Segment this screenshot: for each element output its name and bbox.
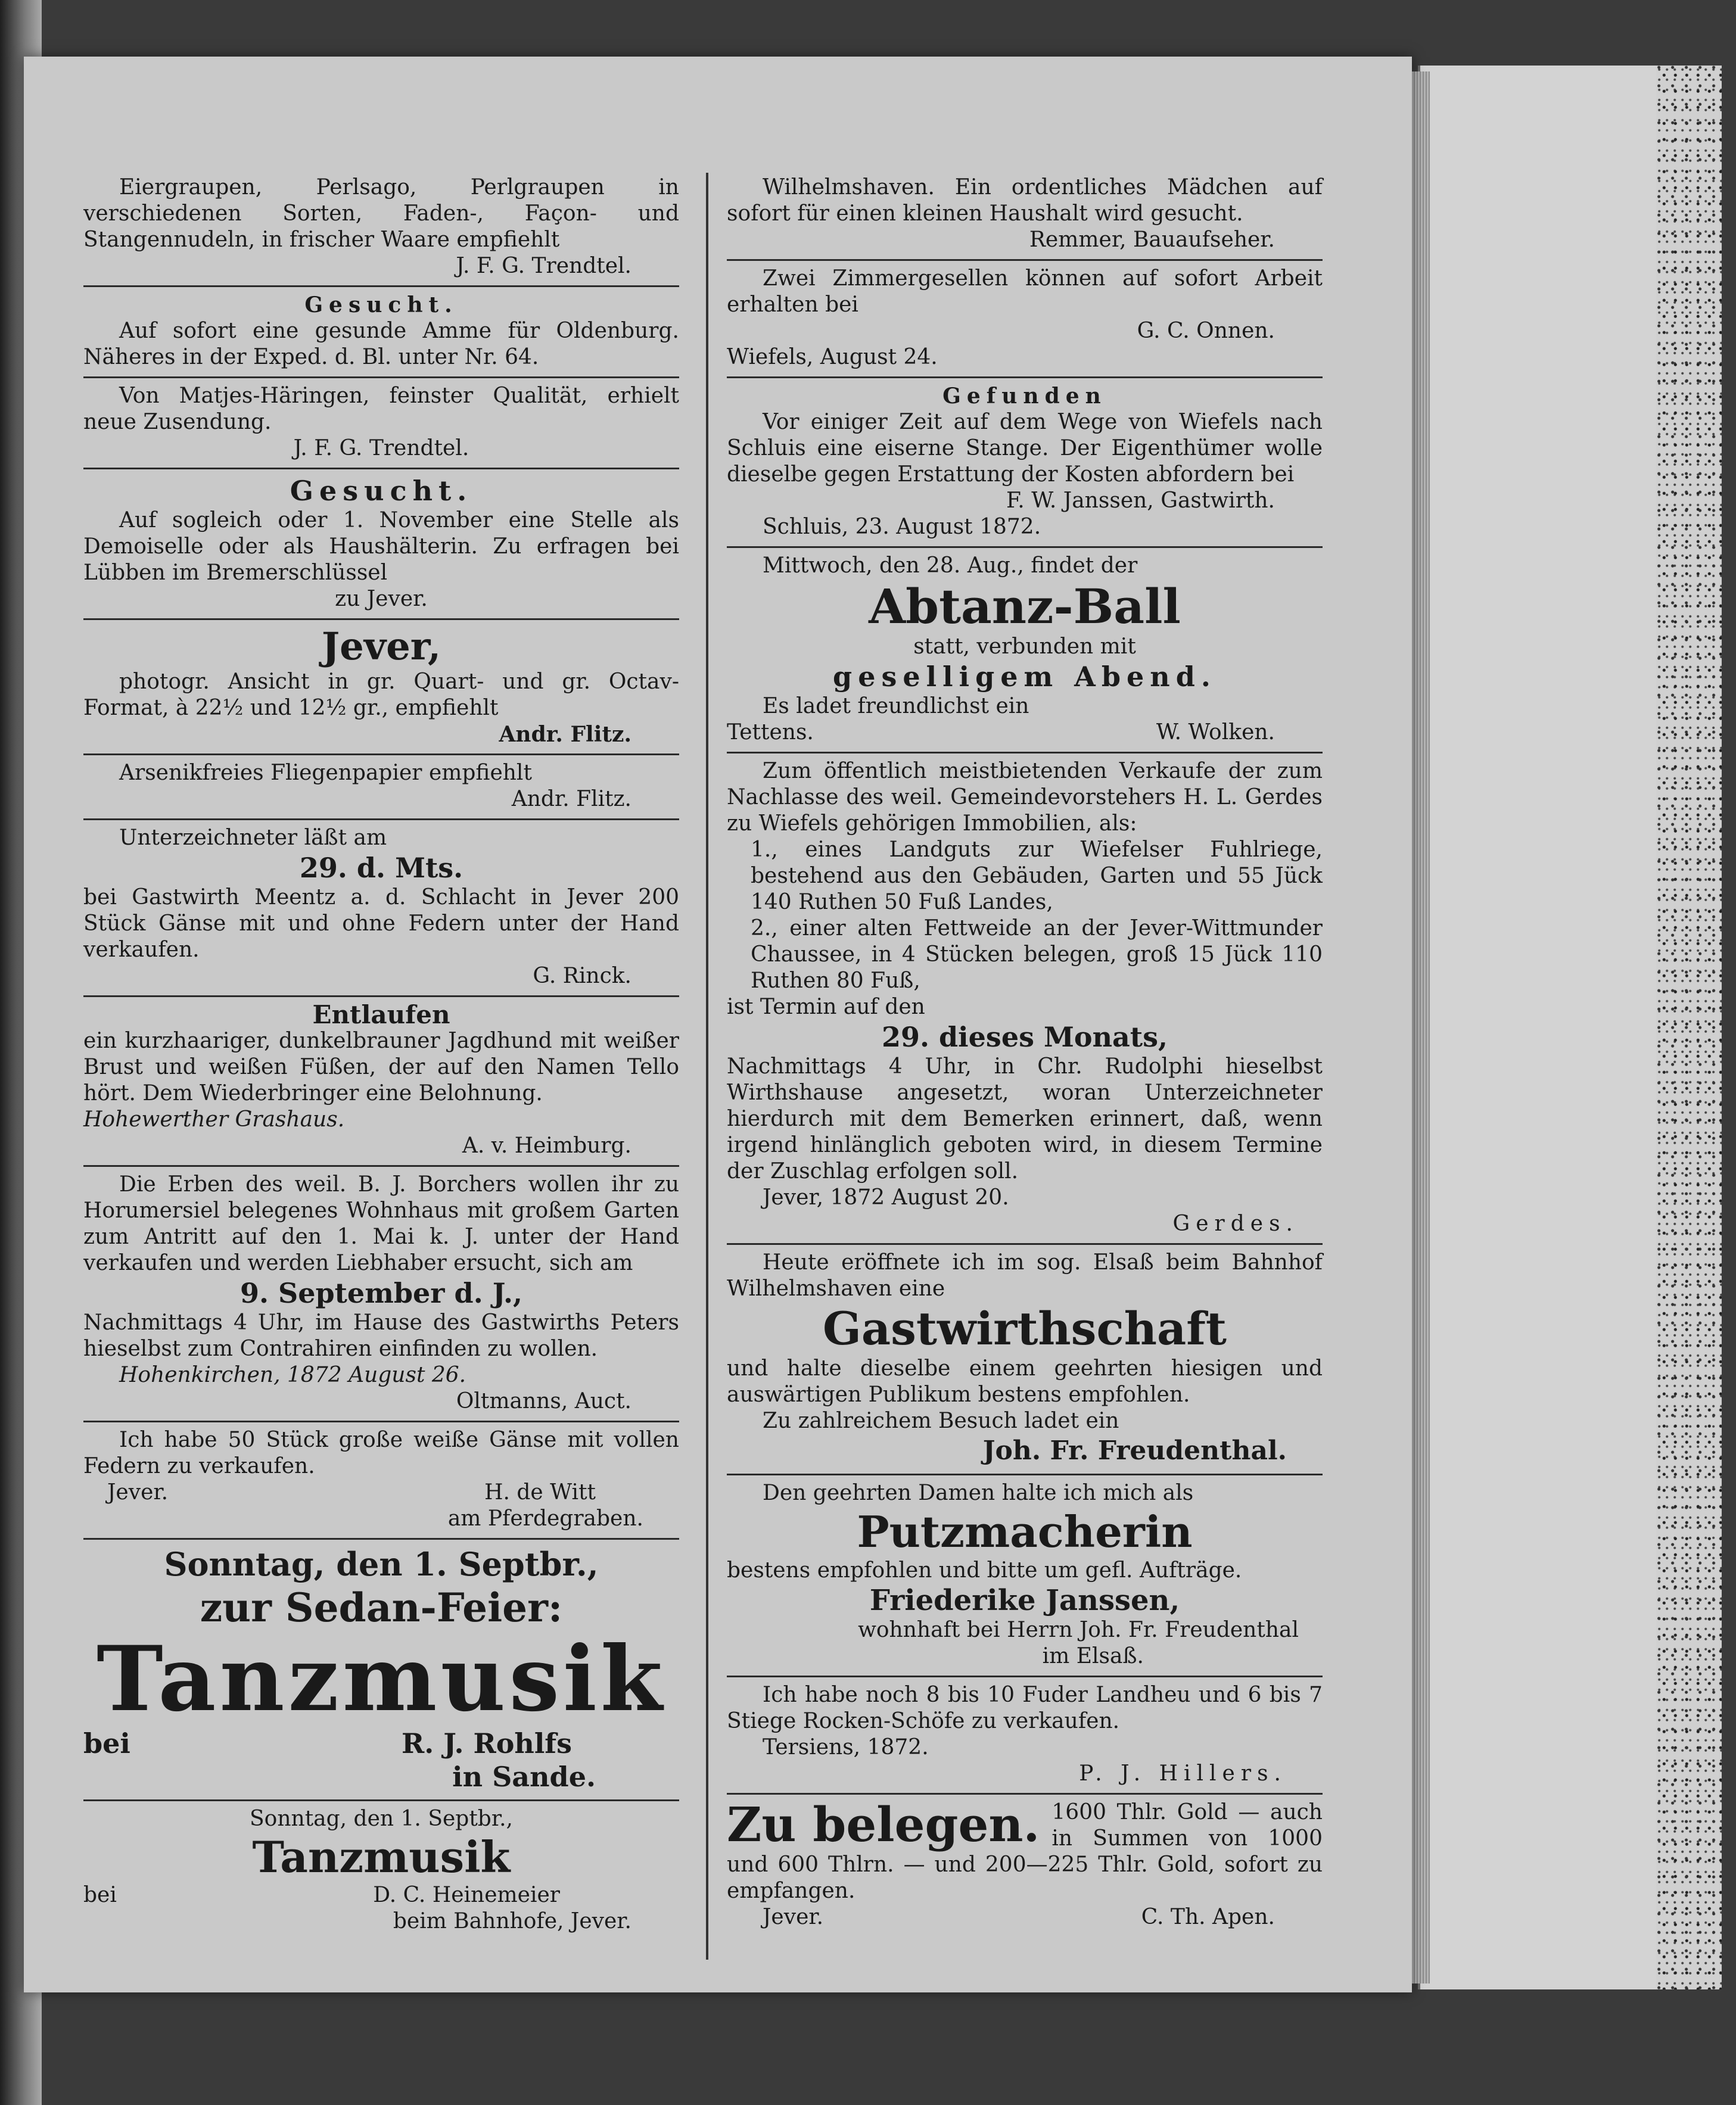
ad-heading: Gesucht.	[290, 475, 473, 507]
ad-place: Tersiens, 1872.	[763, 1735, 929, 1760]
ad-place: Tettens.	[727, 720, 814, 745]
ad-heading-2: geselligem Abend.	[833, 661, 1217, 693]
ad-body	[727, 1796, 1323, 1904]
ad-date: 9. September d. J.,	[240, 1277, 522, 1309]
ad-text: ein kurzhaariger, dunkelbrauner Jagdhund mit weißer Brust und weißen Füßen, der auf den Namen Tello hört. Dem Wiederbringer eine Belohnung.	[83, 1029, 679, 1106]
ad-signature: Gerdes.	[1172, 1212, 1299, 1236]
ad-text: Auf sofort eine gesunde Amme für Oldenburg. Näheres in der Exped. d. Bl. unter Nr. 64.	[83, 319, 679, 369]
ad-text: Ich habe noch 8 bis 10 Fuder Landheu und 6 bis 7 Stiege Rocken-Schöfe zu verkaufen.	[727, 1683, 1323, 1733]
ad-heading: Gefunden	[942, 384, 1107, 409]
ad-signature: J. F. G. Trendtel.	[456, 254, 631, 278]
ad-signature: P. J. Hillers.	[1079, 1761, 1287, 1786]
ad-signature: G. Rinck.	[533, 964, 631, 988]
ad-heading: Gastwirthschaft	[822, 1302, 1227, 1355]
ad-sedan-feier	[83, 1540, 679, 1801]
ad-text: Wilhelmshaven. Ein ordentliches Mädchen auf sofort für einen kleinen Haushalt wird gesucht.	[727, 175, 1323, 226]
ad-heading: Tanzmusik	[97, 1627, 666, 1732]
speckled-cover-edge	[1656, 66, 1722, 1989]
ad-maedchen-gesucht	[727, 170, 1323, 261]
ad-heading: Abtanz-Ball	[869, 578, 1181, 634]
ad-jever-ansicht	[83, 620, 679, 755]
ad-date: 29. d. Mts.	[299, 852, 463, 884]
ad-bei: bei	[83, 1727, 130, 1760]
right-column	[727, 170, 1323, 1936]
ad-heading: Jever,	[321, 624, 441, 669]
ad-line: Sonntag, den 1. Septbr.,	[249, 1807, 513, 1831]
ad-verkauf-gerdes	[727, 753, 1323, 1245]
ad-text: Den geehrten Damen halte ich mich als	[763, 1481, 1194, 1505]
ad-date: 29. dieses Monats,	[881, 1021, 1168, 1053]
ad-intro: Mittwoch, den 28. Aug., findet der	[763, 553, 1138, 578]
ad-text: 1600 Thlr. Gold — auch in Summen von 1000 und 600 Thlrn. — und 200—225 Thlr. Gold, sofort zu empfangen.	[727, 1800, 1323, 1903]
ad-gesucht-amme	[83, 287, 679, 378]
ad-signature: Andr. Flitz.	[499, 722, 631, 747]
ad-text: Vor einiger Zeit auf dem Wege von Wiefels nach Schluis eine eiserne Stange. Der Eigenthümer wolle dieselbe gegen Erstattung der Kosten abfordern bei	[727, 410, 1323, 487]
ad-text-2: Nachmittags 4 Uhr, in Chr. Rudolphi hieselbst Wirthshause angesetzt, woran Unterzeichneter hierdurch mit dem Bemerken erinnert, daß, wenn irgend hinlänglich geboten wird, in diesem Termine der Zuschlag erfolgen soll.	[727, 1054, 1323, 1184]
ad-address-2: im Elsaß.	[1042, 1644, 1144, 1668]
ad-line-2: zur Sedan-Feier:	[200, 1584, 563, 1631]
ad-place: Jever, 1872 August 20.	[763, 1185, 1009, 1210]
ad-item-1: 1., eines Landguts zur Wiefelser Fuhlriege, bestehend aus den Gebäuden, Garten und 55 Jück 140 Ruthen 50 Fuß Landes,	[751, 837, 1323, 914]
ad-text: Eiergraupen, Perlsago, Perlgraupen in verschiedenen Sorten, Faden-, Façon- und Stangennudeln, in frischer Waare empfiehlt	[83, 175, 679, 252]
ad-mid: statt, verbunden mit	[913, 634, 1136, 659]
ad-landheu	[727, 1677, 1323, 1795]
ad-address: wohnhaft bei Herrn Joh. Fr. Freudenthal	[858, 1618, 1299, 1642]
ad-place: Wiefels, August 24.	[727, 345, 938, 369]
ad-text: photogr. Ansicht in gr. Quart- und gr. Octav-Format, à 22½ und 12½ gr., empfiehlt	[83, 670, 679, 720]
ad-zimmergesellen	[727, 261, 1323, 378]
ad-signature: H. de Witt	[484, 1480, 596, 1505]
ad-fliegenpapier	[83, 755, 679, 820]
ad-matjes	[83, 378, 679, 469]
left-column	[83, 170, 679, 1941]
ad-eiergraupen	[83, 170, 679, 287]
ad-heading: Tanzmusik	[252, 1832, 511, 1882]
ad-signature: W. Wolken.	[1156, 720, 1275, 745]
ad-signature: J. F. G. Trendtel.	[293, 436, 469, 460]
ad-signature-address: am Pferdegraben.	[447, 1506, 643, 1531]
ad-text: Ich habe 50 Stück große weiße Gänse mit vollen Federn zu verkaufen.	[83, 1428, 679, 1478]
ad-signature: Remmer, Bauaufseher.	[1029, 228, 1275, 252]
ad-text: Arsenikfreies Fliegenpapier empfiehlt	[119, 761, 532, 785]
ad-term: ist Termin auf den	[727, 995, 925, 1019]
ad-entlaufen	[83, 997, 679, 1167]
ad-place: Jever.	[763, 1905, 824, 1929]
ad-text-2: Nachmittags 4 Uhr, im Hause des Gastwirths Peters hieselbst zum Contrahiren einfinden zu wollen.	[83, 1310, 679, 1361]
ad-text: bei Gastwirth Meentz a. d. Schlacht in Jever 200 Stück Gänse mit und ohne Federn unter der Hand verkaufen.	[83, 885, 679, 962]
ad-signature: Joh. Fr. Freudenthal.	[982, 1435, 1287, 1466]
ad-text-2: und halte dieselbe einem geehrten hiesigen und auswärtigen Publikum bestens empfohlen.	[727, 1356, 1323, 1407]
ad-intro: Unterzeichneter läßt am	[119, 826, 387, 850]
ad-text: Von Matjes-Häringen, feinster Qualität, erhielt neue Zusendung.	[83, 384, 679, 434]
ad-bei: bei	[83, 1883, 117, 1907]
ad-heading: Putzmacherin	[857, 1506, 1193, 1557]
ad-gaense-rinck	[83, 820, 679, 997]
ad-item-2: 2., einer alten Fettweide an der Jever-Wittmunder Chaussee, in 4 Stücken belegen, groß 15 Jück 110 Ruthen 80 Fuß,	[751, 916, 1323, 993]
ad-signature: Oltmanns, Auct.	[456, 1389, 631, 1413]
ad-signature: A. v. Heimburg.	[462, 1134, 631, 1158]
ad-text-3: Zu zahlreichem Besuch ladet ein	[763, 1409, 1119, 1433]
ad-name: R. J. Rohlfs	[402, 1727, 572, 1760]
ad-gaense-dewitt	[83, 1422, 679, 1540]
ad-text: Heute eröffnete ich im sog. Elsaß beim Bahnhof Wilhelmshaven eine	[727, 1250, 1323, 1301]
column-divider	[706, 173, 708, 1960]
ad-text: Zwei Zimmergesellen können auf sofort Arbeit erhalten bei	[727, 266, 1323, 317]
ad-signature: Andr. Flitz.	[511, 787, 631, 811]
ad-gefunden	[727, 378, 1323, 548]
ad-place: in Sande.	[452, 1761, 596, 1793]
ad-zu-belegen	[727, 1795, 1323, 1936]
ad-text: Zum öffentlich meistbietenden Verkaufe der zum Nachlasse des weil. Gemeindevorstehers H. L. Gerdes zu Wiefels gehörigen Immobilien, als:	[727, 759, 1323, 836]
ad-place: Hohewerther Grashaus.	[83, 1107, 345, 1132]
ad-place: zu Jever.	[335, 587, 428, 611]
ad-putzmacherin	[727, 1475, 1323, 1677]
ad-text-2: bestens empfohlen und bitte um gefl. Aufträge.	[727, 1558, 1242, 1583]
ad-text: Die Erben des weil. B. J. Borchers wollen ihr zu Horumersiel belegenes Wohnhaus mit großem Garten zum Antritt auf den 1. Mai k. J. unter der Hand verkaufen und werden Liebhaber ersucht, sich am	[83, 1172, 679, 1275]
ad-place: Schluis, 23. August 1872.	[763, 515, 1041, 539]
ad-place: Jever.	[107, 1480, 169, 1505]
ad-name: D. C. Heinemeier	[373, 1883, 560, 1907]
ad-gastwirthschaft	[727, 1245, 1323, 1475]
ad-gesucht-stelle	[83, 469, 679, 620]
ad-place: Hohenkirchen, 1872 August 26.	[119, 1363, 466, 1387]
ad-signature: C. Th. Apen.	[1141, 1905, 1275, 1929]
ad-tanzmusik-heinemeier	[83, 1801, 679, 1941]
ad-abtanz-ball	[727, 548, 1323, 753]
ad-text: Auf sogleich oder 1. November eine Stelle als Demoiselle oder als Haushälterin. Zu erfragen bei Lübben im Bremerschlüssel	[83, 508, 679, 585]
ad-name: Friederike Janssen,	[869, 1584, 1180, 1617]
ad-place: beim Bahnhofe, Jever.	[393, 1909, 631, 1933]
ad-heading: Entlaufen	[312, 1000, 450, 1029]
ad-signature: F. W. Janssen, Gastwirth.	[1006, 488, 1275, 513]
ad-text: Es ladet freundlichst ein	[763, 694, 1029, 718]
ad-signature: G. C. Onnen.	[1137, 319, 1275, 343]
ad-borchers-wohnhaus	[83, 1167, 679, 1422]
ad-heading: Zu belegen.	[727, 1796, 1040, 1852]
ad-line: Sonntag, den 1. Septbr.,	[164, 1545, 599, 1583]
ad-heading: Gesucht.	[304, 292, 458, 317]
